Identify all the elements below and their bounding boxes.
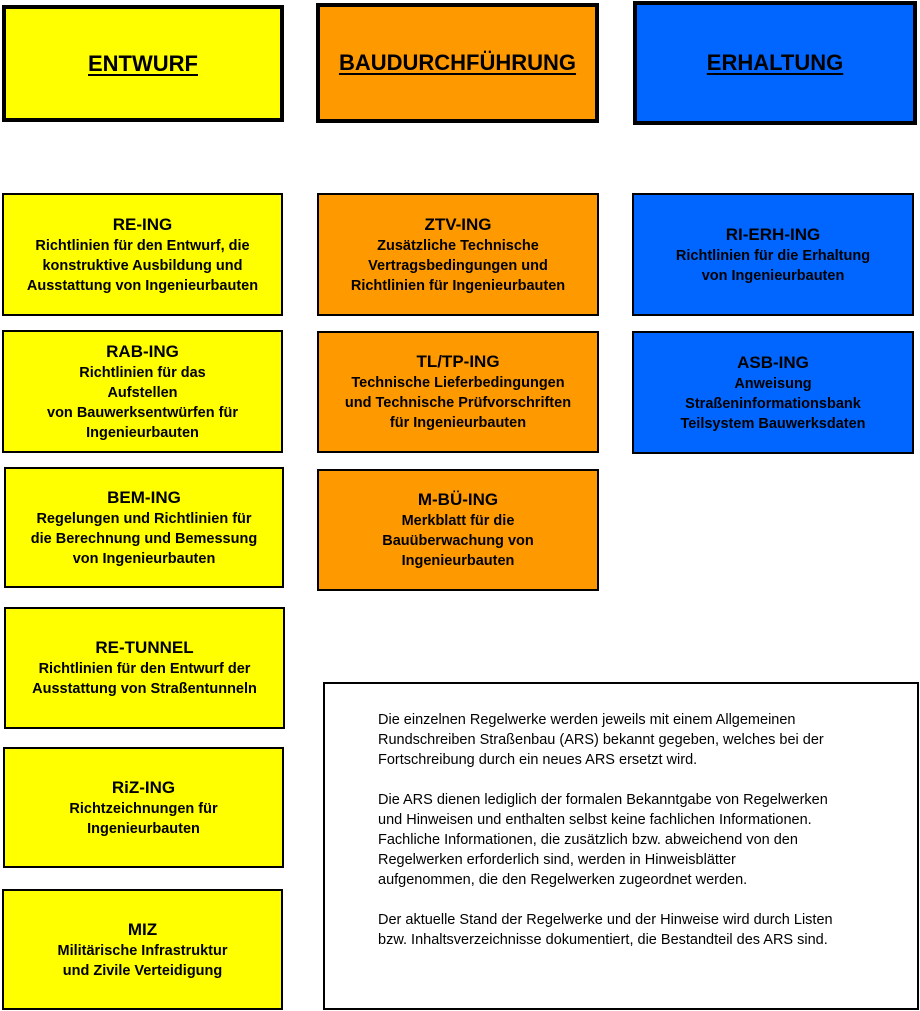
header-entwurf: [2, 5, 284, 122]
box-description: Zusätzliche Technische Vertragsbedingungen und Richtlinien für Ingenieurbauten: [350, 237, 566, 294]
box-description: Richtlinien für den Entwurf, die konstruktive Ausbildung und Ausstattung von Ingenieurbauten: [26, 237, 259, 294]
info-note: [323, 682, 919, 1010]
box-title: MIZ: [127, 919, 158, 939]
box-asb-ing: [632, 331, 914, 454]
box-title: ZTV-ING: [424, 214, 492, 234]
box-description: Militärische Infrastruktur und Zivile Verteidigung: [57, 942, 228, 979]
box-bem-ing: [4, 467, 284, 588]
box-title: RE-ING: [112, 214, 173, 234]
box-title: RAB-ING: [106, 341, 179, 361]
header-baudurchfuehrung-label: BAUDURCHFÜHRUNG: [338, 50, 577, 75]
box-description: Richtlinien für den Entwurf der Ausstattung von Straßentunneln: [32, 661, 257, 697]
box-tl-tp-ing: [317, 331, 599, 453]
box-title: RI-ERH-ING: [725, 224, 821, 244]
box-description: Richtzeichnungen für Ingenieurbauten: [69, 800, 218, 837]
box-re-ing: [2, 193, 283, 316]
box-description: Regelungen und Richtlinien für die Berechnung und Bemessung von Ingenieurbauten: [30, 510, 258, 567]
box-m-bue-ing: [317, 469, 599, 591]
note-paragraph-3: Der aktuelle Stand der Regelwerke und der Hinweise wird durch Listen bzw. Inhaltsverzeichnisse dokumentiert, die Bestandteil des ARS sind.: [378, 912, 833, 948]
box-description: Richtlinien für die Erhaltung von Ingenieurbauten: [675, 247, 871, 284]
header-erhaltung: [633, 1, 917, 125]
header-entwurf-label: ENTWURF: [88, 50, 198, 76]
box-description: Richtlinien für das Aufstellen von Bauwerksentwürfen für Ingenieurbauten: [47, 364, 238, 441]
box-riz-ing: [3, 747, 284, 868]
box-description: Technische Lieferbedingungen und Technische Prüfvorschriften für Ingenieurbauten: [344, 375, 572, 431]
box-ztv-ing: [317, 193, 599, 316]
box-ri-erh-ing: [632, 193, 914, 316]
box-title: ASB-ING: [737, 352, 809, 372]
box-title: RE-TUNNEL: [95, 638, 194, 657]
box-re-tunnel: [4, 607, 285, 729]
box-description: Anweisung Straßeninformationsbank Teilsystem Bauwerksdaten: [680, 375, 866, 432]
box-title: TL/TP-ING: [416, 352, 500, 371]
note-paragraph-2: Die ARS dienen lediglich der formalen Bekanntgabe von Regelwerken und Hinweisen und enthalten selbst keine fachlichen Informationen. Fachliche Informationen, die zusätzlich bzw. abweichend von den Regelwerken erforderlich sind, werden in Hinweisblätter aufgenommen, die den Regelwerken zugeordnet werden.: [378, 792, 828, 888]
box-description: Merkblatt für die Bauüberwachung von Ingenieurbauten: [382, 513, 534, 569]
box-rab-ing: [2, 330, 283, 453]
header-baudurchfuehrung: [316, 3, 599, 123]
box-title: M-BÜ-ING: [417, 490, 499, 509]
box-title: RiZ-ING: [111, 777, 176, 797]
header-erhaltung-label: ERHALTUNG: [706, 50, 844, 75]
note-paragraph-1: Die einzelnen Regelwerke werden jeweils mit einem Allgemeinen Rundschreiben Straßenbau (ARS) bekannt gegeben, welches bei der Fortschreibung durch ein neues ARS ersetzt wird.: [378, 712, 824, 768]
box-title: BEM-ING: [107, 487, 181, 507]
box-miz: [2, 889, 283, 1010]
